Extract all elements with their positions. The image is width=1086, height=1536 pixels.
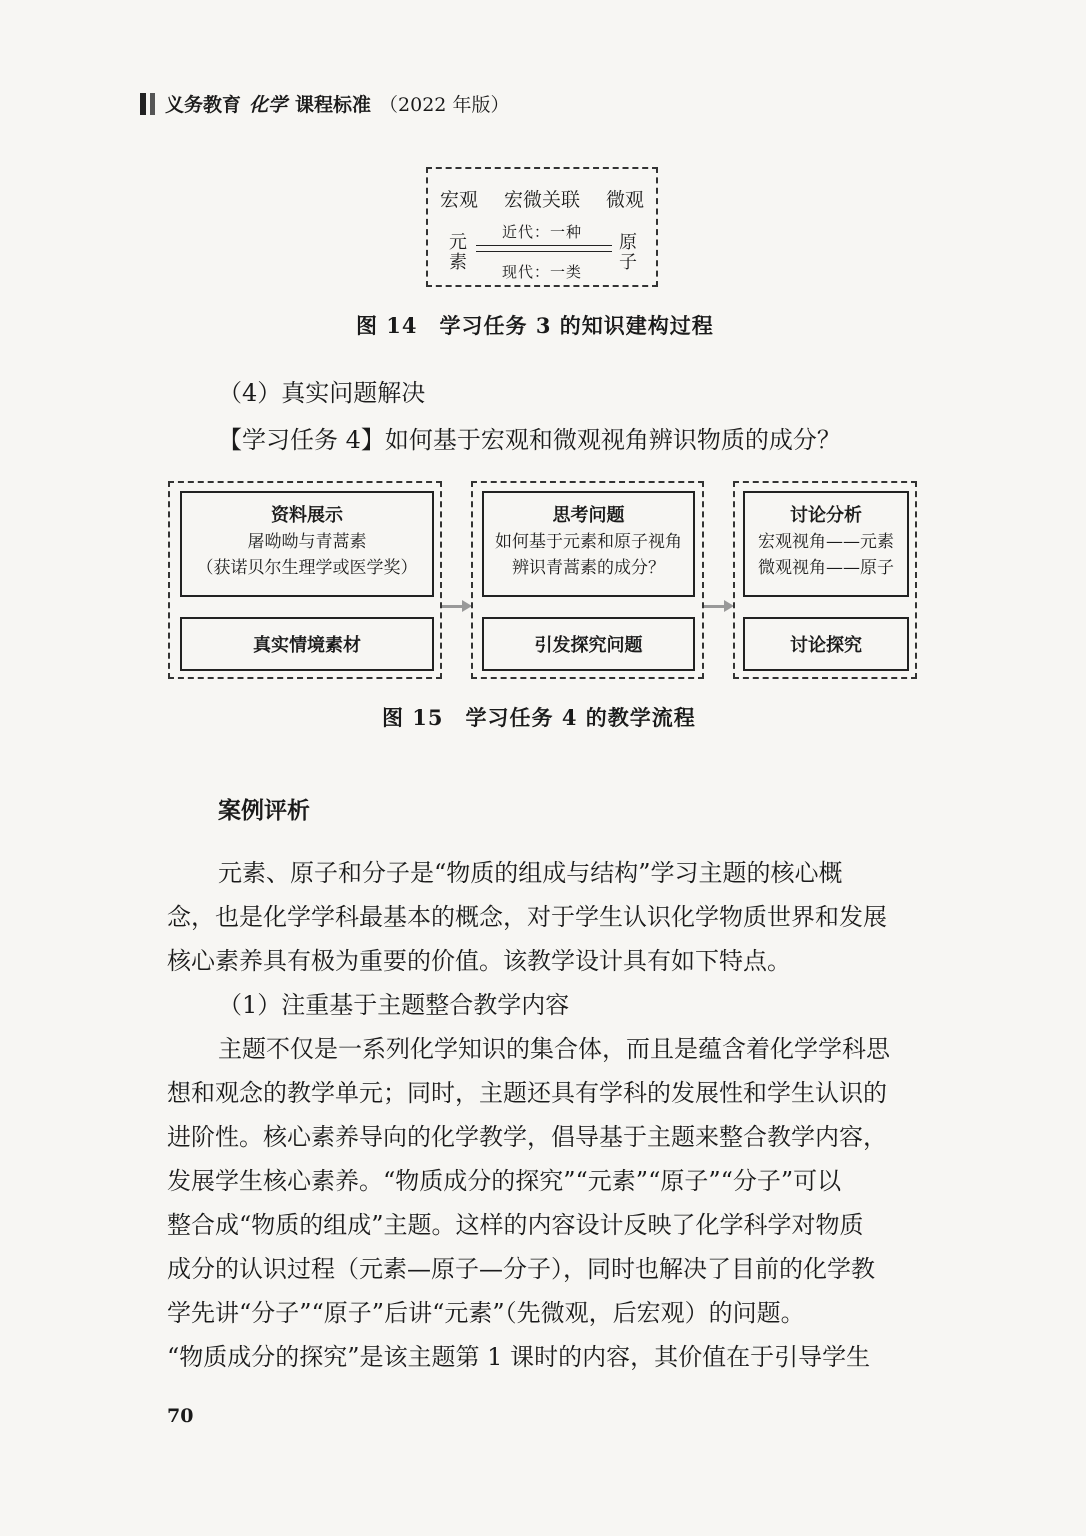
atom-term-char: 子 [619,252,637,273]
subsection-heading: （1）注重基于主题整合教学内容 [218,991,570,1019]
page-number: 70 [167,1405,194,1427]
stage-title: 资料展示 [271,505,343,526]
stage-label: 引发探究问题 [482,617,695,671]
element-term [448,233,468,273]
modern-label: 现代：一类 [502,263,583,281]
learning-task-4: 【学习任务 4】如何基于宏观和微观视角辨识物质的成分？ [218,426,841,454]
atom-term [618,233,638,273]
element-term-char: 素 [449,252,467,273]
body-line: 进阶性。核心素养导向的化学教学，倡导基于主题来整合教学内容， [167,1123,887,1151]
flow-stage-discussion [733,481,917,679]
figure-15-caption: 图 15 学习任务 4 的教学流程 [382,705,696,730]
flow-arrow [442,600,472,612]
modern-early-label: 近代：一种 [502,223,583,241]
atom-term-char: 原 [619,232,637,253]
running-header [140,90,509,117]
header-title-post: 课程标准 [295,94,372,116]
flow-stage-question [471,481,704,679]
stage-line: 微观视角——原子 [758,558,894,578]
element-term-char: 元 [449,232,467,253]
stage-content-card [180,491,434,597]
header-subject: 化学 [249,94,288,116]
body-line: 学先讲“分子”“原子”后讲“元素”（先微观，后宏观）的问题。 [167,1299,805,1327]
body-line: 发展学生核心素养。“物质成分的探究”“元素”“原子”“分子”可以 [167,1167,842,1195]
header-edition: （2022 年版） [379,94,510,116]
body-line: 整合成“物质的组成”主题。这样的内容设计反映了化学科学对物质 [167,1211,864,1239]
relation-line-lower [476,251,612,252]
stage-content-card [482,491,695,597]
flow-arrow [704,600,734,612]
body-line: 成分的认识过程（元素—原子—分子），同时也解决了目前的化学教 [167,1255,875,1283]
body-line: 念，也是化学学科最基本的概念，对于学生认识化学物质世界和发展 [167,903,887,931]
body-line: 核心素养具有极为重要的价值。该教学设计具有如下特点。 [167,947,791,975]
figure-14-caption: 图 14 学习任务 3 的知识建构过程 [356,313,714,338]
stage-line: 辨识青蒿素的成分？ [512,558,665,578]
macro-heading: 宏观 [440,189,479,211]
stage-title: 讨论分析 [790,505,862,526]
stage-line: 屠呦呦与青蒿素 [247,532,367,552]
relation-line-upper [476,245,612,246]
stage-line: （获诺贝尔生理学或医学奖） [196,558,418,578]
micro-heading: 微观 [606,189,645,211]
section-heading: （4）真实问题解决 [218,379,426,407]
stage-title: 思考问题 [552,505,625,526]
figure-14-diagram [426,167,658,287]
body-line: 元素、原子和分子是“物质的组成与结构”学习主题的核心概 [218,859,843,887]
stage-label: 讨论探究 [743,617,909,671]
stage-line: 宏观视角——元素 [758,532,894,552]
macro-micro-relation-heading: 宏微关联 [504,189,581,211]
header-bar-mark [140,93,155,115]
body-line: 主题不仅是一系列化学知识的集合体，而且是蕴含着化学学科思 [218,1035,890,1063]
body-line: “物质成分的探究”是该主题第 1 课时的内容，其价值在于引导学生 [167,1343,871,1371]
stage-line: 如何基于元素和原子视角 [495,532,682,552]
body-line: 想和观念的教学单元；同时，主题还具有学科的发展性和学生认识的 [167,1079,887,1107]
header-title-pre: 义务教育 [165,94,242,116]
stage-label: 真实情境素材 [180,617,434,671]
case-analysis-title: 案例评析 [218,798,310,824]
stage-content-card [743,491,909,597]
flow-stage-materials [168,481,442,679]
